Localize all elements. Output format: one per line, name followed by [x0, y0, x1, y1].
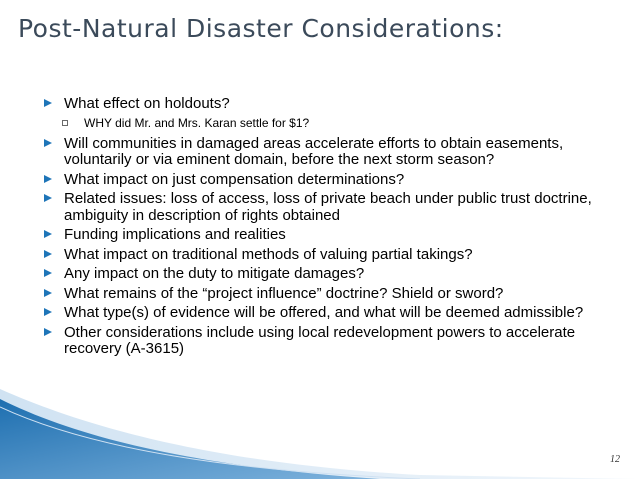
- bullet-text: Related issues: loss of access, loss of private beach under public trust doctrine, ambiguity in description of rights obtained: [64, 190, 592, 224]
- triangle-bullet-icon: [44, 175, 52, 183]
- triangle-bullet-icon: [44, 328, 52, 336]
- bullet-item: [42, 227, 602, 244]
- bullet-item: [42, 325, 602, 358]
- bullet-item: [42, 172, 602, 189]
- sub-bullet-text: WHY did Mr. and Mrs. Karan settle for $1?: [84, 115, 310, 130]
- bullet-text: Any impact on the duty to mitigate damages?: [64, 265, 365, 282]
- bullet-text: Funding implications and realities: [64, 226, 286, 243]
- triangle-bullet-icon: [44, 194, 52, 202]
- triangle-bullet-icon: [44, 99, 52, 107]
- bullet-item: [42, 305, 602, 322]
- bullet-text: What impact on just compensation determinations?: [64, 170, 405, 188]
- bullet-list: [42, 96, 602, 361]
- bullet-item: [42, 286, 602, 303]
- triangle-bullet-icon: [44, 289, 52, 297]
- decorative-swoosh: [0, 389, 638, 479]
- bullet-text: What impact on traditional methods of valuing partial takings?: [64, 245, 473, 263]
- page-number: 12: [610, 454, 620, 465]
- sub-bullet-item: [42, 116, 602, 130]
- bullet-text: What remains of the “project influence” doctrine? Shield or sword?: [64, 284, 504, 302]
- bullet-text: What type(s) of evidence will be offered, and what will be deemed admissible?: [64, 304, 584, 321]
- triangle-bullet-icon: [44, 230, 52, 238]
- slide-title: Post-Natural Disaster Considerations:: [18, 14, 504, 43]
- bullet-text: What effect on holdouts?: [64, 95, 230, 112]
- bullet-item: [42, 247, 602, 264]
- bullet-text: Other considerations include using local redevelopment powers to accelerate recovery (A-3615): [64, 323, 576, 357]
- bullet-item: [42, 136, 602, 169]
- bullet-item: [42, 96, 602, 113]
- square-bullet-icon: [62, 120, 68, 126]
- bullet-item: [42, 191, 602, 224]
- triangle-bullet-icon: [44, 139, 52, 147]
- triangle-bullet-icon: [44, 308, 52, 316]
- triangle-bullet-icon: [44, 269, 52, 277]
- bullet-item: [42, 266, 602, 283]
- triangle-bullet-icon: [44, 250, 52, 258]
- bullet-text: Will communities in damaged areas accelerate efforts to obtain easements, voluntarily or via eminent domain, before the next storm season?: [64, 134, 564, 168]
